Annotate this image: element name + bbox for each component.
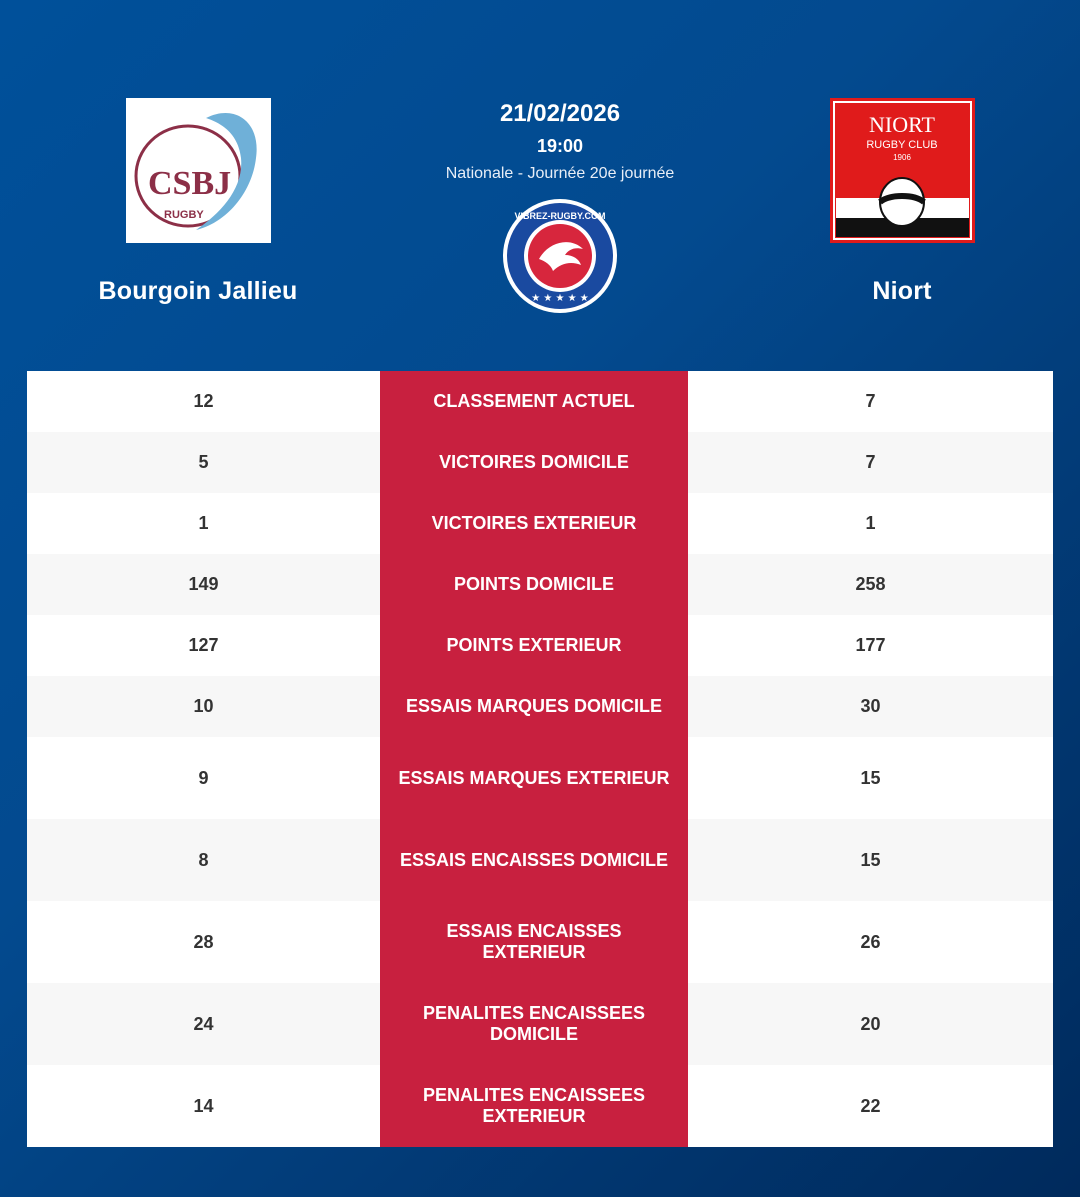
- stats-table: [27, 371, 1053, 1147]
- home-stat: 9: [27, 737, 380, 819]
- away-stat: 30: [688, 676, 1053, 737]
- away-stat: 7: [688, 371, 1053, 432]
- stat-label: CLASSEMENT ACTUEL: [380, 371, 688, 432]
- match-info: [380, 100, 740, 315]
- home-stat: 127: [27, 615, 380, 676]
- table-row: [27, 554, 1053, 615]
- home-stat: 1: [27, 493, 380, 554]
- table-row: [27, 676, 1053, 737]
- away-stat: 15: [688, 737, 1053, 819]
- table-row: [27, 493, 1053, 554]
- home-stat: 12: [27, 371, 380, 432]
- home-stat: 149: [27, 554, 380, 615]
- stat-label: POINTS DOMICILE: [380, 554, 688, 615]
- site-logo: [501, 197, 619, 315]
- table-row: [27, 901, 1053, 983]
- stat-label: POINTS EXTERIEUR: [380, 615, 688, 676]
- table-row: [27, 983, 1053, 1065]
- away-stat: 15: [688, 819, 1053, 901]
- home-team: [48, 98, 348, 306]
- match-date: 21/02/2026: [499, 100, 621, 127]
- stat-label: ESSAIS ENCAISSES EXTERIEUR: [380, 901, 688, 983]
- stat-label: PENALITES ENCAISSEES EXTERIEUR: [380, 1065, 688, 1147]
- stat-label: VICTOIRES EXTERIEUR: [380, 493, 688, 554]
- away-stat: 20: [688, 983, 1053, 1065]
- table-row: [27, 1065, 1053, 1147]
- away-stat: 258: [688, 554, 1053, 615]
- svg-text:RUGBY CLUB: RUGBY CLUB: [865, 139, 938, 151]
- home-stat: 24: [27, 983, 380, 1065]
- away-stat: 26: [688, 901, 1053, 983]
- stat-label: PENALITES ENCAISSEES DOMICILE: [380, 983, 688, 1065]
- svg-text:1906: 1906: [892, 153, 911, 162]
- table-row: [27, 737, 1053, 819]
- home-team-name: Bourgoin Jallieu: [98, 277, 298, 305]
- match-header: [0, 0, 1080, 360]
- match-time: 19:00: [536, 136, 584, 156]
- away-team-name: Niort: [872, 277, 932, 305]
- match-competition: Nationale - Journée 20e journée: [445, 165, 675, 182]
- table-row: [27, 819, 1053, 901]
- stat-label: ESSAIS ENCAISSES DOMICILE: [380, 819, 688, 901]
- away-stat: 177: [688, 615, 1053, 676]
- svg-text:CSBJ: CSBJ: [147, 165, 231, 202]
- home-stat: 8: [27, 819, 380, 901]
- table-row: [27, 615, 1053, 676]
- stat-label: VICTOIRES DOMICILE: [380, 432, 688, 493]
- away-stat: 1: [688, 493, 1053, 554]
- home-stat: 5: [27, 432, 380, 493]
- svg-text:★ ★ ★ ★ ★: ★ ★ ★ ★ ★: [531, 293, 589, 304]
- home-team-logo: [126, 98, 271, 243]
- stat-label: ESSAIS MARQUES EXTERIEUR: [380, 737, 688, 819]
- stat-label: ESSAIS MARQUES DOMICILE: [380, 676, 688, 737]
- svg-text:VIBREZ-RUGBY.COM: VIBREZ-RUGBY.COM: [514, 211, 606, 221]
- away-stat: 7: [688, 432, 1053, 493]
- away-stat: 22: [688, 1065, 1053, 1147]
- away-team: [752, 98, 1052, 306]
- table-row: [27, 371, 1053, 432]
- table-row: [27, 432, 1053, 493]
- home-stat: 10: [27, 676, 380, 737]
- home-stat: 14: [27, 1065, 380, 1147]
- away-team-logo: [830, 98, 975, 243]
- svg-text:RUGBY: RUGBY: [163, 209, 204, 221]
- home-stat: 28: [27, 901, 380, 983]
- svg-text:NIORT: NIORT: [868, 112, 935, 137]
